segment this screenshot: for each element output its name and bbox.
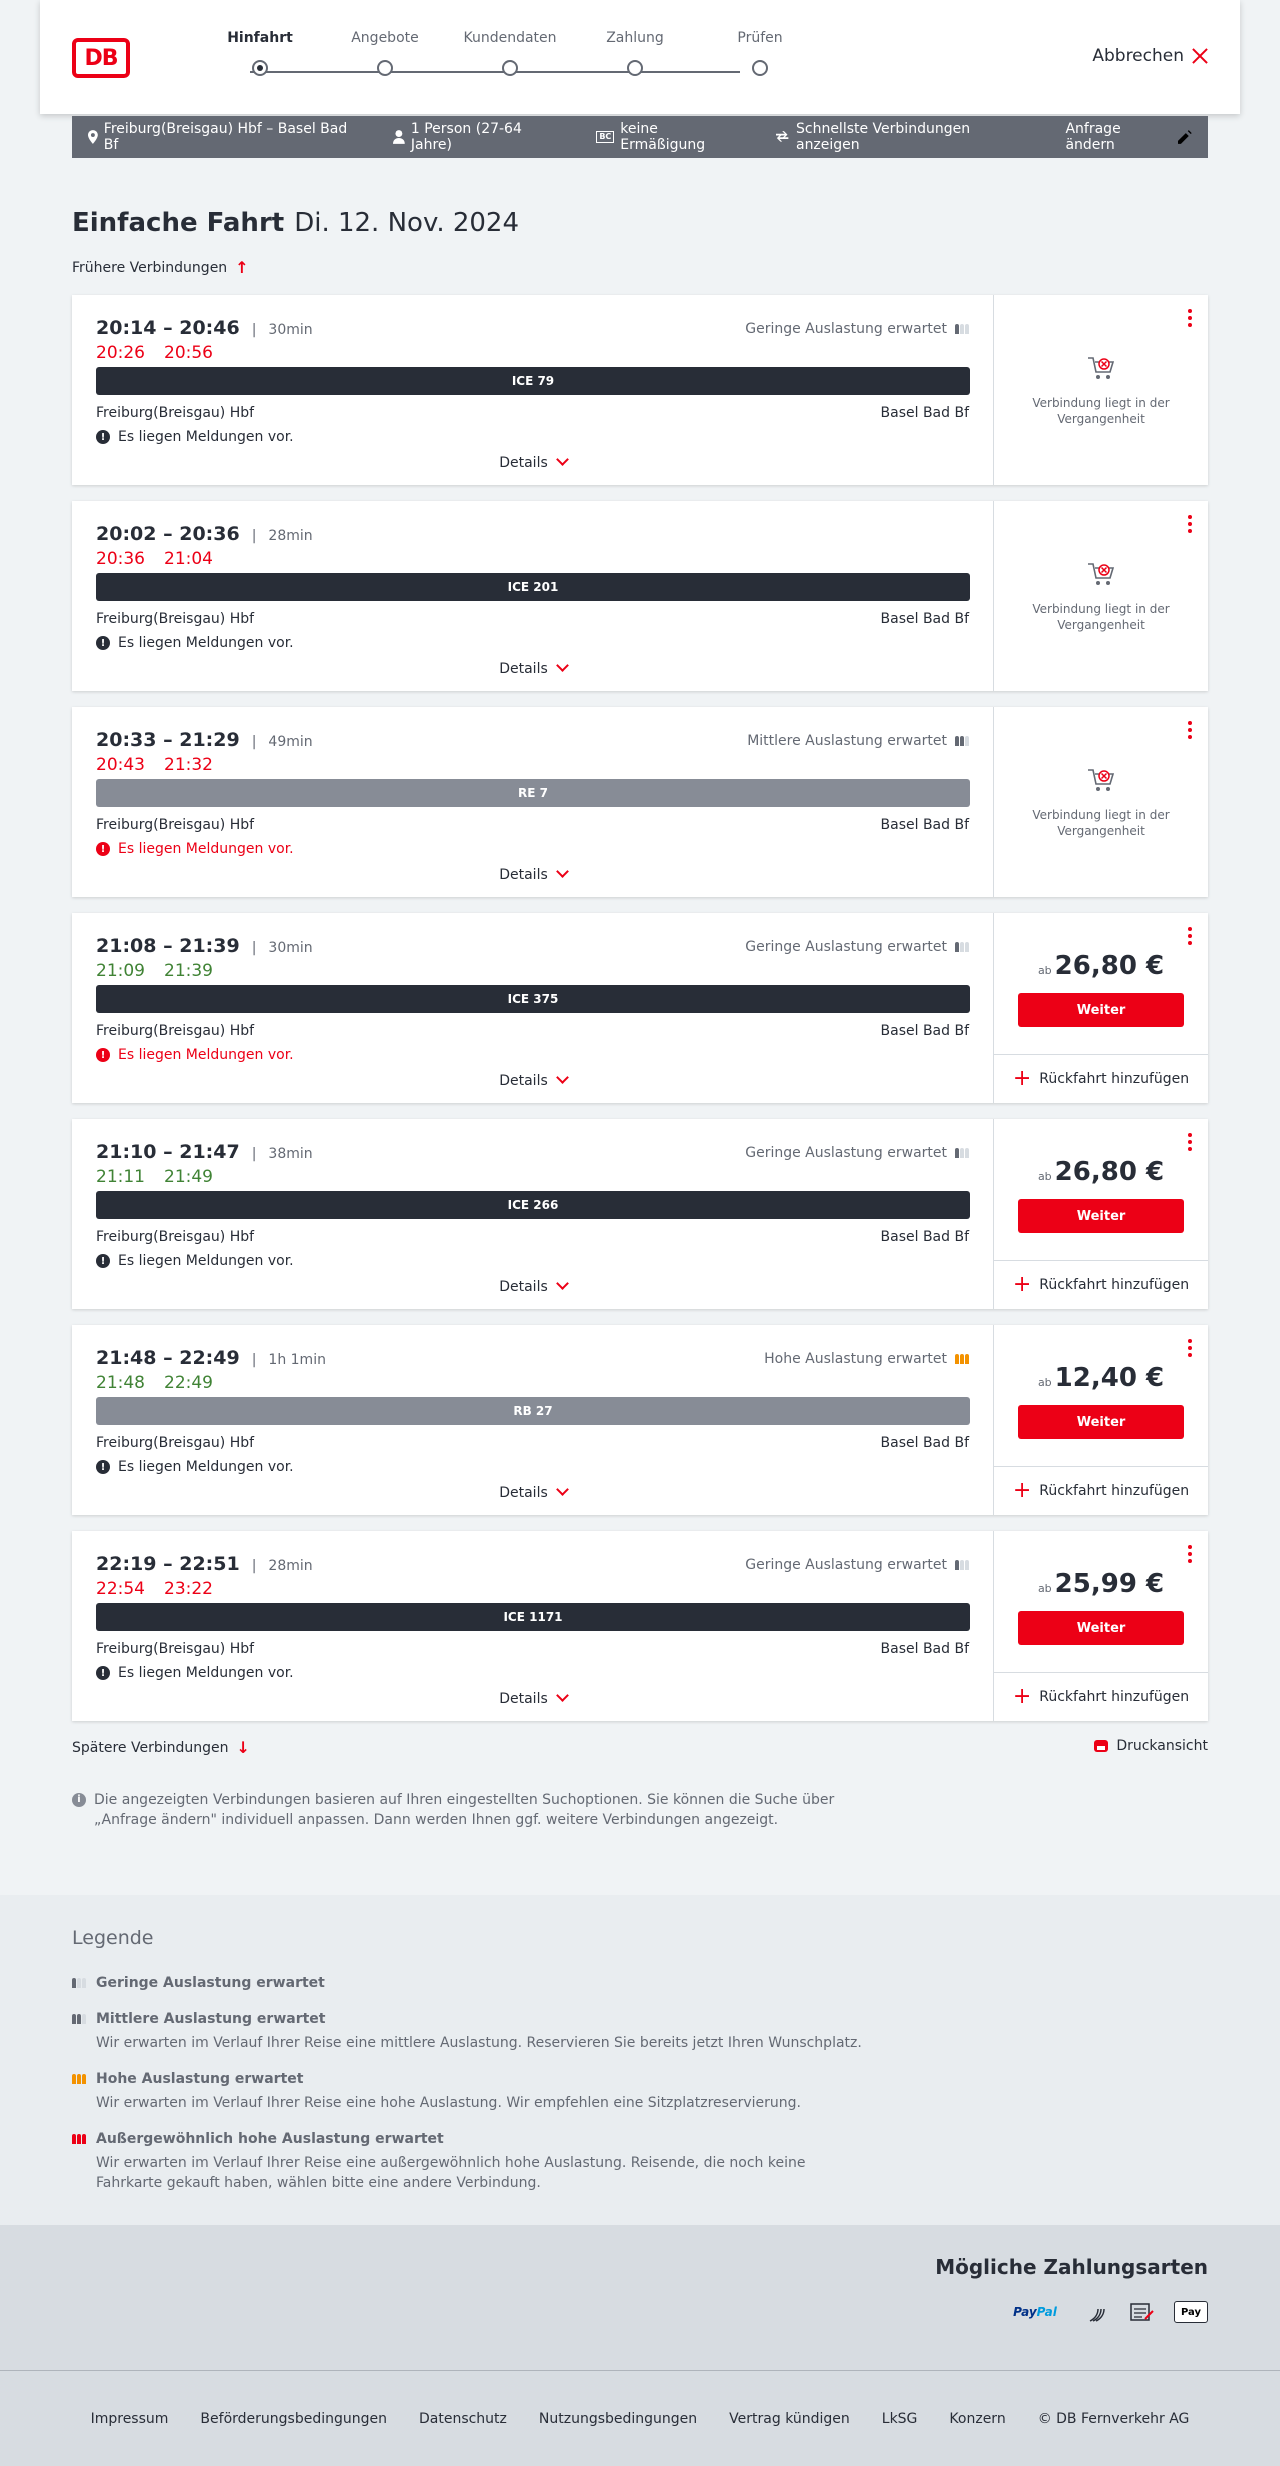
occupancy-text: Geringe Auslastung erwartet: [745, 1145, 947, 1161]
step-dot: [377, 60, 393, 76]
legend-title: Legende: [72, 1927, 154, 1949]
messages-text: Es liegen Meldungen vor.: [118, 1459, 294, 1475]
exclamation-icon: !: [96, 1254, 110, 1268]
price: [994, 1157, 1208, 1187]
print-view-label: Druckansicht: [1116, 1738, 1208, 1754]
connection-main[interactable]: [72, 295, 994, 485]
step-label: Zahlung: [606, 30, 664, 46]
departure-time: 22:19: [96, 1553, 157, 1575]
apple-pay-text: Pay: [1180, 2306, 1202, 2318]
price-prefix: ab: [1037, 1582, 1052, 1595]
separator: |: [251, 322, 257, 338]
origin-station: Freiburg(Breisgau) Hbf: [96, 1641, 255, 1657]
train-bar: RE 7: [96, 779, 970, 807]
occupancy-high-icon: [72, 2074, 86, 2084]
arrival-time: 21:39: [179, 935, 240, 957]
occupancy-text: Geringe Auslastung erwartet: [745, 1557, 947, 1573]
step-dot: [502, 60, 518, 76]
connection-main[interactable]: [72, 913, 994, 1103]
plus-icon: +: [1012, 1684, 1032, 1709]
query-route-text: Freiburg(Breisgau) Hbf – Basel Bad Bf: [103, 121, 348, 153]
step-pruefen[interactable]: [710, 30, 810, 76]
realtime-departure: 21:09: [96, 961, 145, 981]
connection-card: [72, 295, 1208, 485]
price-prefix: ab: [1037, 1170, 1052, 1183]
price: [994, 951, 1208, 981]
time-dash: –: [156, 317, 180, 339]
separator: |: [251, 1352, 257, 1368]
realtime-arrival: 21:04: [164, 549, 213, 569]
legend-item-desc: Wir erwarten im Verlauf Ihrer Reise eine außergewöhnlich hohe Auslastung. Reisende, die noch keine Fahrkarte gekauft haben, wählen bitte eine andere Verbindung.: [96, 2155, 806, 2191]
realtime-arrival: 22:49: [164, 1373, 213, 1393]
arrow-down-icon: ↓: [236, 1738, 250, 1757]
origin-station: Freiburg(Breisgau) Hbf: [96, 817, 255, 833]
connection-card: [72, 707, 1208, 897]
arrival-time: 22:51: [179, 1553, 240, 1575]
realtime-arrival: 23:22: [164, 1579, 213, 1599]
add-return-trip-button[interactable]: [994, 1466, 1208, 1515]
realtime-times: [96, 549, 213, 569]
connection-offer: [994, 1531, 1208, 1721]
chevron-down-icon: [556, 659, 569, 672]
edit-query-button[interactable]: [1065, 121, 1192, 153]
origin-station: Freiburg(Breisgau) Hbf: [96, 611, 255, 627]
step-label: Kundendaten: [463, 30, 557, 46]
details-label: Details: [499, 1279, 548, 1295]
time-dash: –: [156, 523, 180, 545]
destination-station: Basel Bad Bf: [880, 1229, 969, 1245]
past-connection-notice: [994, 561, 1208, 633]
details-toggle[interactable]: [72, 455, 994, 471]
legend-item-desc: Wir erwarten im Verlauf Ihrer Reise eine mittlere Auslastung. Reservieren Sie bereits jetzt Ihren Wunschplatz.: [96, 2035, 862, 2051]
contactless-icon: [1082, 2301, 1110, 2323]
separator: |: [251, 528, 257, 544]
occupancy-info: [745, 939, 969, 955]
realtime-departure: 20:36: [96, 549, 145, 569]
exclamation-icon: !: [96, 842, 110, 856]
price: [994, 1569, 1208, 1599]
continue-button[interactable]: Weiter: [1018, 1611, 1184, 1645]
messages-notice: [96, 1665, 294, 1681]
chevron-down-icon: [556, 1689, 569, 1702]
messages-notice: [96, 635, 294, 651]
connection-main[interactable]: [72, 707, 994, 897]
later-connections-label: Spätere Verbindungen: [72, 1739, 229, 1756]
connection-card: [72, 501, 1208, 691]
messages-text: Es liegen Meldungen vor.: [118, 635, 294, 651]
earlier-connections-label: Frühere Verbindungen: [72, 259, 228, 276]
realtime-arrival: 20:56: [164, 343, 213, 363]
query-passengers-text: 1 Person (27-64 Jahre): [410, 121, 522, 153]
chevron-down-icon: [556, 865, 569, 878]
arrival-time: 20:46: [179, 317, 240, 339]
apple-pay-icon: [1174, 2301, 1208, 2323]
realtime-arrival: 21:39: [164, 961, 213, 981]
details-toggle[interactable]: [72, 1485, 994, 1501]
connection-offer: [994, 707, 1208, 897]
destination-station: Basel Bad Bf: [880, 1641, 969, 1657]
messages-notice: [96, 1253, 294, 1269]
progress-stepper: [210, 30, 783, 90]
query-route: [88, 121, 361, 153]
origin-station: Freiburg(Breisgau) Hbf: [96, 1023, 255, 1039]
separator: |: [251, 734, 257, 750]
departure-time: 21:08: [96, 935, 157, 957]
occupancy-medium-icon: [72, 2014, 86, 2024]
occupancy-text: Hohe Auslastung erwartet: [764, 1351, 947, 1367]
departure-time: 20:33: [96, 729, 157, 751]
occupancy-low-icon: [72, 1978, 86, 1988]
add-return-trip-label: Rückfahrt hinzufügen: [1039, 1483, 1190, 1499]
earlier-connections-link[interactable]: [72, 258, 249, 277]
departure-time: 21:48: [96, 1347, 157, 1369]
more-options-icon[interactable]: [1188, 1545, 1192, 1566]
footer-link-impressum[interactable]: Impressum: [90, 2410, 169, 2427]
realtime-arrival: 21:32: [164, 755, 213, 775]
scheduled-times: [96, 1553, 313, 1575]
add-return-trip-button[interactable]: [994, 1260, 1208, 1309]
occupancy-very-high-icon: [72, 2134, 86, 2144]
origin-station: Freiburg(Breisgau) Hbf: [96, 1435, 255, 1451]
step-label: Hinfahrt: [227, 30, 293, 46]
plus-icon: +: [1012, 1272, 1032, 1297]
continue-button[interactable]: Weiter: [1018, 993, 1184, 1027]
connection-offer: [994, 1119, 1208, 1309]
info-icon: i: [72, 1793, 86, 1807]
footer-link-vertrag-kuendigen[interactable]: Vertrag kündigen: [729, 2410, 850, 2427]
add-return-trip-label: Rückfahrt hinzufügen: [1039, 1689, 1190, 1705]
destination-station: Basel Bad Bf: [880, 1023, 969, 1039]
exclamation-icon: !: [96, 430, 110, 444]
scheduled-times: [96, 523, 313, 545]
add-return-trip-button[interactable]: [994, 1672, 1208, 1721]
train-bar: ICE 201: [96, 573, 970, 601]
destination-station: Basel Bad Bf: [880, 405, 969, 421]
duration: 30min: [268, 940, 313, 956]
add-return-trip-label: Rückfahrt hinzufügen: [1039, 1277, 1190, 1293]
train-bar: ICE 266: [96, 1191, 970, 1219]
price-prefix: ab: [1037, 1376, 1052, 1389]
arrival-time: 21:47: [179, 1141, 240, 1163]
connection-card: [72, 1119, 1208, 1309]
cancel-label: Abbrechen: [1092, 46, 1184, 66]
messages-notice: [96, 1459, 294, 1475]
connection-main[interactable]: [72, 501, 994, 691]
realtime-departure: 22:54: [96, 1579, 145, 1599]
details-label: Details: [499, 661, 548, 677]
occupancy-text: Mittlere Auslastung erwartet: [747, 733, 947, 749]
price-value: 26,80 €: [1054, 951, 1165, 981]
occupancy-info: [745, 1557, 969, 1573]
occupancy-low-icon: [955, 942, 969, 952]
duration: 1h 1min: [268, 1352, 326, 1368]
arrival-time: 22:49: [179, 1347, 240, 1369]
messages-text: Es liegen Meldungen vor.: [118, 1665, 294, 1681]
origin-station: Freiburg(Breisgau) Hbf: [96, 405, 255, 421]
connection-offer: [994, 295, 1208, 485]
legend-item-title: Mittlere Auslastung erwartet: [96, 2011, 326, 2027]
origin-station: Freiburg(Breisgau) Hbf: [96, 1229, 255, 1245]
price-value: 12,40 €: [1054, 1363, 1165, 1393]
past-connection-notice: [994, 355, 1208, 427]
paypal-text-b: Pal: [1036, 2305, 1057, 2319]
step-dot: [627, 60, 643, 76]
train-bar: ICE 375: [96, 985, 970, 1013]
close-icon: [1192, 48, 1208, 64]
footer: [0, 2370, 1280, 2466]
realtime-times: [96, 1579, 213, 1599]
messages-text: Es liegen Meldungen vor.: [118, 841, 294, 857]
chevron-down-icon: [556, 1071, 569, 1084]
occupancy-info: [745, 321, 969, 337]
time-dash: –: [156, 1553, 180, 1575]
details-toggle[interactable]: [72, 1279, 994, 1295]
occupancy-high-icon: [955, 1354, 969, 1364]
occupancy-low-icon: [955, 1148, 969, 1158]
messages-notice: [96, 841, 294, 857]
departure-time: 21:10: [96, 1141, 157, 1163]
arrow-up-icon: ↑: [235, 258, 249, 277]
footer-link-konzern[interactable]: Konzern: [949, 2410, 1006, 2427]
query-discount-text: keine Ermäßigung: [620, 121, 706, 153]
step-label: Prüfen: [737, 30, 783, 46]
header: [40, 0, 1240, 114]
details-label: Details: [499, 1691, 548, 1707]
paypal-text-a: Pay: [1013, 2305, 1037, 2319]
arrival-time: 21:29: [179, 729, 240, 751]
step-dot-active: [252, 60, 268, 76]
db-logo[interactable]: DB: [72, 38, 130, 78]
footer-copyright: © DB Fernverkehr AG: [1037, 2410, 1190, 2427]
page-title: [72, 208, 519, 238]
step-zahlung[interactable]: [585, 30, 685, 76]
trip-date: Di. 12. Nov. 2024: [294, 208, 520, 238]
step-dot: [752, 60, 768, 76]
payment-title: Mögliche Zahlungsarten: [935, 2255, 1208, 2279]
past-connection-text: Verbindung liegt in der Vergangenheit: [1032, 808, 1170, 838]
occupancy-info: [747, 733, 969, 749]
realtime-times: [96, 755, 213, 775]
duration: 28min: [268, 528, 313, 544]
continue-button[interactable]: Weiter: [1018, 1405, 1184, 1439]
time-dash: –: [156, 935, 180, 957]
trip-type: Einfache Fahrt: [72, 208, 285, 238]
add-return-trip-label: Rückfahrt hinzufügen: [1039, 1071, 1190, 1087]
past-connection-text: Verbindung liegt in der Vergangenheit: [1032, 602, 1170, 632]
destination-station: Basel Bad Bf: [880, 817, 969, 833]
query-passengers: [393, 121, 564, 153]
connection-main[interactable]: [72, 1119, 994, 1309]
paypal-icon: [1006, 2301, 1064, 2323]
occupancy-low-icon: [955, 324, 969, 334]
price-value: 25,99 €: [1054, 1569, 1165, 1599]
plus-icon: +: [1012, 1066, 1032, 1091]
location-pin-icon: [88, 130, 98, 144]
duration: 30min: [268, 322, 313, 338]
occupancy-text: Geringe Auslastung erwartet: [745, 321, 947, 337]
query-option: [776, 121, 1033, 153]
payment-section: [0, 2225, 1280, 2370]
footer-link-befoerderungsbedingungen[interactable]: Beförderungsbedingungen: [200, 2410, 387, 2427]
footer-link-nutzungsbedingungen[interactable]: Nutzungsbedingungen: [538, 2410, 698, 2427]
legend-item-title: Geringe Auslastung erwartet: [96, 1975, 325, 1991]
legend-item-title: Hohe Auslastung erwartet: [96, 2071, 304, 2087]
duration: 28min: [268, 1558, 313, 1574]
legend-item-low: [72, 1975, 872, 1991]
details-label: Details: [499, 1485, 548, 1501]
info-note: [72, 1790, 862, 1830]
legend-section: [0, 1895, 1280, 2225]
continue-button[interactable]: Weiter: [1018, 1199, 1184, 1233]
scheduled-times: [96, 935, 313, 957]
connection-offer: [994, 913, 1208, 1103]
legend-item-high: [72, 2071, 872, 2113]
exclamation-icon: !: [96, 1460, 110, 1474]
separator: |: [251, 940, 257, 956]
footer-link-datenschutz[interactable]: Datenschutz: [418, 2410, 507, 2427]
scheduled-times: [96, 1347, 326, 1369]
train-bar: ICE 1171: [96, 1603, 970, 1631]
query-discount: [596, 121, 744, 153]
connection-offer: [994, 1325, 1208, 1515]
more-options-icon[interactable]: [1188, 927, 1192, 948]
details-toggle[interactable]: [72, 661, 994, 677]
legend-item-medium: [72, 2011, 872, 2053]
more-options-icon[interactable]: [1188, 515, 1192, 536]
pencil-icon: [1178, 130, 1192, 144]
printer-icon: [1094, 1740, 1108, 1752]
scheduled-times: [96, 729, 313, 751]
cart-disabled-icon: [1086, 355, 1116, 383]
price-value: 26,80 €: [1054, 1157, 1165, 1187]
add-return-trip-button[interactable]: [994, 1054, 1208, 1103]
train-bar: RB 27: [96, 1397, 970, 1425]
edit-query-label: Anfrage ändern: [1065, 121, 1121, 153]
step-hinfahrt[interactable]: [210, 30, 310, 76]
details-label: Details: [499, 455, 548, 471]
details-toggle[interactable]: [72, 1073, 994, 1089]
step-angebote[interactable]: [335, 30, 435, 76]
messages-text: Es liegen Meldungen vor.: [118, 1047, 294, 1063]
realtime-times: [96, 343, 213, 363]
swap-arrows-icon: [776, 131, 790, 143]
connection-main[interactable]: [72, 1531, 994, 1721]
legend-item-desc: Wir erwarten im Verlauf Ihrer Reise eine hohe Auslastung. Wir empfehlen eine Sitzplatzreservierung.: [96, 2095, 801, 2111]
more-options-icon[interactable]: [1188, 1339, 1192, 1360]
plus-icon: +: [1012, 1478, 1032, 1503]
details-label: Details: [499, 867, 548, 883]
messages-notice: [96, 429, 294, 445]
connection-card: [72, 1325, 1208, 1515]
connection-main[interactable]: [72, 1325, 994, 1515]
separator: |: [251, 1146, 257, 1162]
step-label: Angebote: [351, 30, 419, 46]
occupancy-text: Geringe Auslastung erwartet: [745, 939, 947, 955]
chevron-down-icon: [556, 453, 569, 466]
details-label: Details: [499, 1073, 548, 1089]
query-summary-bar: [72, 116, 1208, 158]
time-dash: –: [156, 1347, 180, 1369]
details-toggle[interactable]: [72, 867, 994, 883]
bahncard-icon: BC: [596, 131, 614, 143]
duration: 49min: [268, 734, 313, 750]
chevron-down-icon: [556, 1277, 569, 1290]
connection-card: [72, 913, 1208, 1103]
legend-item-very-high: [72, 2131, 872, 2193]
departure-time: 20:14: [96, 317, 157, 339]
arrival-time: 20:36: [179, 523, 240, 545]
info-note-text: Die angezeigten Verbindungen basieren auf Ihren eingestellten Suchoptionen. Sie können die Suche über „Anfrage ändern" individuell anpassen. Dann werden Ihnen ggf. weitere Verbindungen angezeigt.: [94, 1792, 835, 1828]
more-options-icon[interactable]: [1188, 309, 1192, 330]
past-connection-text: Verbindung liegt in der Vergangenheit: [1032, 396, 1170, 426]
connection-card: [72, 1531, 1208, 1721]
messages-text: Es liegen Meldungen vor.: [118, 1253, 294, 1269]
realtime-departure: 21:11: [96, 1167, 145, 1187]
exclamation-icon: !: [96, 636, 110, 650]
footer-link-lksg[interactable]: LkSG: [881, 2410, 918, 2427]
occupancy-medium-icon: [955, 736, 969, 746]
realtime-departure: 20:26: [96, 343, 145, 363]
chevron-down-icon: [556, 1483, 569, 1496]
price: [994, 1363, 1208, 1393]
exclamation-icon: !: [96, 1666, 110, 1680]
occupancy-info: [764, 1351, 969, 1367]
legend-item-title: Außergewöhnlich hohe Auslastung erwartet: [96, 2131, 444, 2147]
destination-station: Basel Bad Bf: [880, 1435, 969, 1451]
cart-disabled-icon: [1086, 561, 1116, 589]
person-icon: [393, 130, 405, 144]
realtime-departure: 21:48: [96, 1373, 145, 1393]
connection-offer: [994, 501, 1208, 691]
more-options-icon[interactable]: [1188, 721, 1192, 742]
time-dash: –: [156, 1141, 180, 1163]
occupancy-info: [745, 1145, 969, 1161]
destination-station: Basel Bad Bf: [880, 611, 969, 627]
cart-disabled-icon: [1086, 767, 1116, 795]
step-kundendaten[interactable]: [460, 30, 560, 76]
realtime-arrival: 21:49: [164, 1167, 213, 1187]
scheduled-times: [96, 317, 313, 339]
more-options-icon[interactable]: [1188, 1133, 1192, 1154]
train-bar: ICE 79: [96, 367, 970, 395]
sepa-icon: [1128, 2301, 1156, 2323]
payment-icons: [1006, 2301, 1208, 2323]
exclamation-icon: !: [96, 1048, 110, 1062]
query-option-text: Schnellste Verbindungen anzeigen: [795, 121, 971, 153]
realtime-times: [96, 1167, 213, 1187]
messages-notice: [96, 1047, 294, 1063]
later-connections-link[interactable]: [72, 1738, 250, 1757]
departure-time: 20:02: [96, 523, 157, 545]
scheduled-times: [96, 1141, 313, 1163]
realtime-times: [96, 961, 213, 981]
price-prefix: ab: [1037, 964, 1052, 977]
print-view-link[interactable]: [1094, 1738, 1208, 1754]
duration: 38min: [268, 1146, 313, 1162]
separator: |: [251, 1558, 257, 1574]
messages-text: Es liegen Meldungen vor.: [118, 429, 294, 445]
cancel-button[interactable]: [1092, 46, 1208, 66]
past-connection-notice: [994, 767, 1208, 839]
occupancy-low-icon: [955, 1560, 969, 1570]
time-dash: –: [156, 729, 180, 751]
realtime-departure: 20:43: [96, 755, 145, 775]
realtime-times: [96, 1373, 213, 1393]
details-toggle[interactable]: [72, 1691, 994, 1707]
